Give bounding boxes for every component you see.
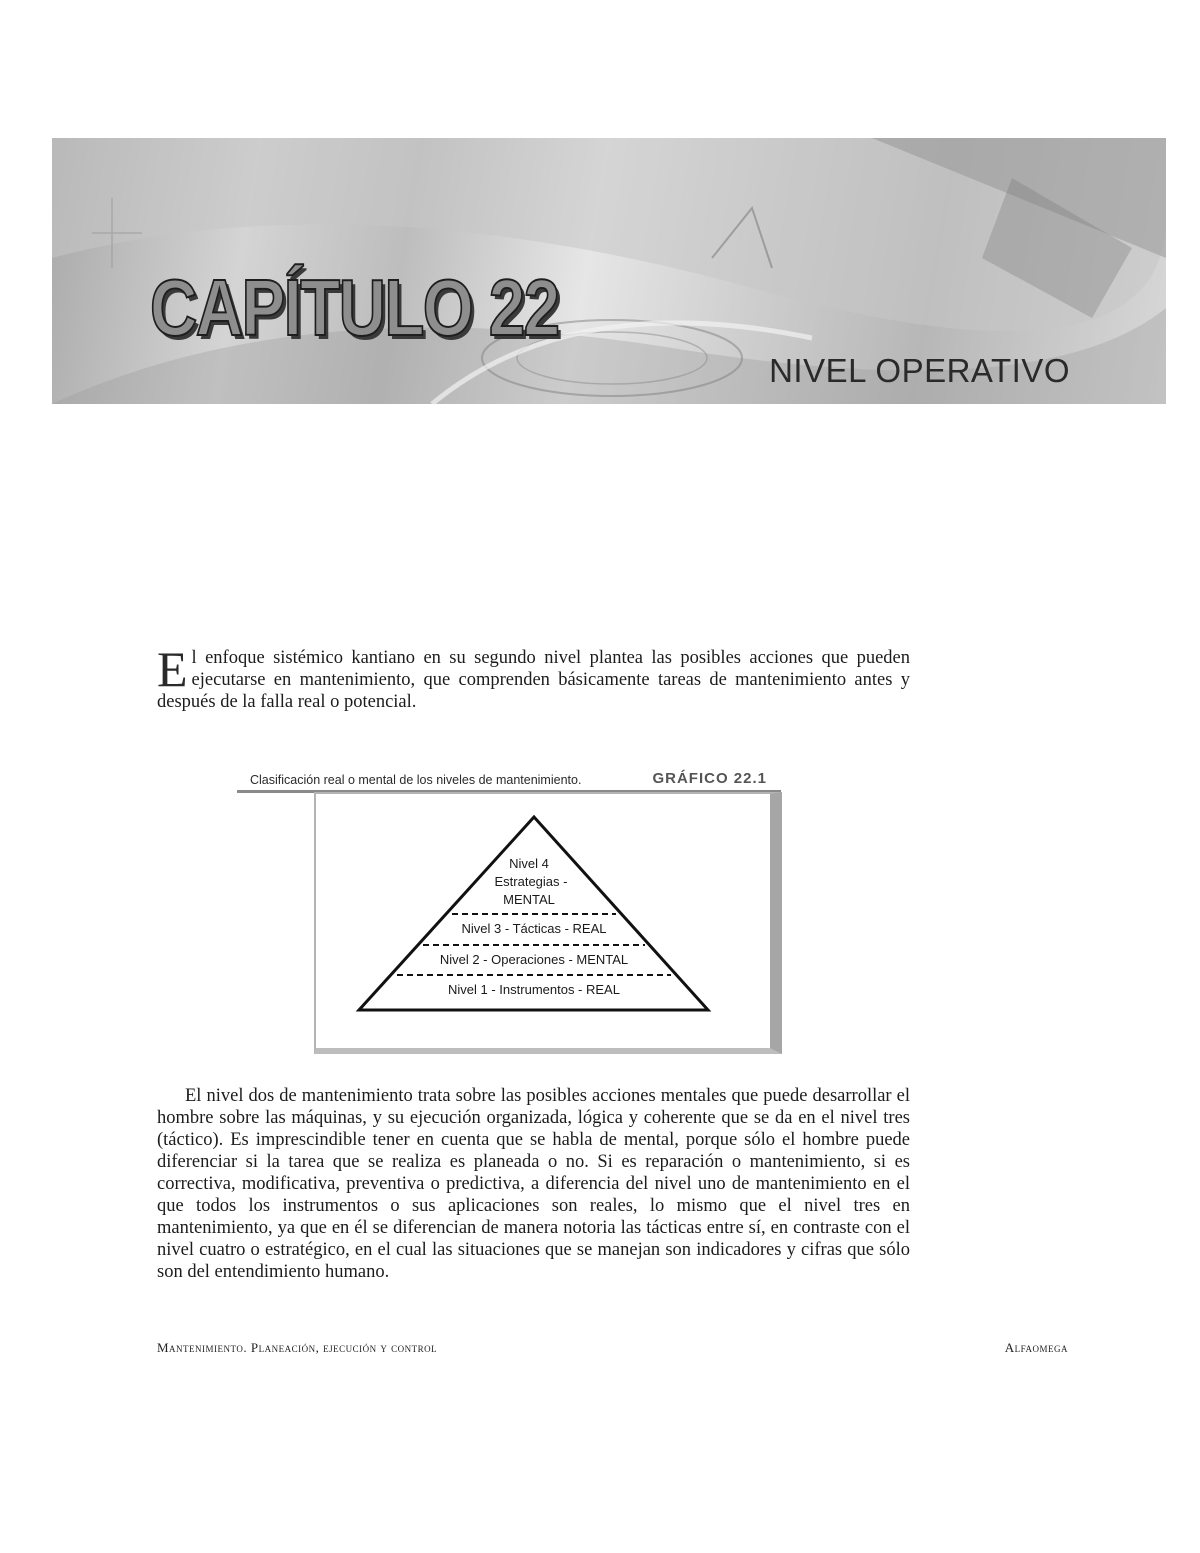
intro-paragraph [157,641,910,713]
drop-cap: E [157,641,188,697]
body-paragraph: El nivel dos de mantenimiento trata sobre las posibles acciones mentales que puede desarrollar el hombre sobre las máquinas, y su ejecución organizada, lógica y coherente que se da en el nivel tres (táctico). Es imprescindible tener en cuenta que se habla de mental, porque sólo el hombre puede diferenciar si la tarea que se realiza es planeada o no. Si es reparación o mantenimiento, si es correctiva, modificativa, preventiva o predictiva, a diferencia del nivel uno de mantenimiento en el que todos los instrumentos o sus aplicaciones son reales, lo mismo que el nivel tres en mantenimiento, ya que en él se diferencian de manera notoria las tácticas entre sí, en contraste con el nivel cuatro o estratégico, en el cual las situaciones que se manejan son indicadores y cifras que sólo son del entendimiento humano. [157,1086,910,1282]
level4-line3: MENTAL [503,892,555,907]
figure-caption-bar [237,770,781,790]
level2-label: Nivel 2 - Operaciones - MENTAL [439,952,629,967]
footer-publisher: Alfaomega [1004,1340,1068,1355]
maintenance-levels-pyramid [316,794,756,1042]
chapter-number-title: CAPÍTULO 22 [150,263,559,352]
figure-22-1 [237,770,783,1050]
chapter-subtitle: NIVEL OPERATIVO [769,352,1070,389]
level4-line2: Estrategias - [494,874,568,889]
intro-text: l enfoque sistémico kantiano en su segundo nivel plantea las posibles acciones que pueden ejecutarse en mantenimiento, que comprenden básicamente tareas de mantenimiento antes y después de la falla real o potencial. [157,648,910,712]
figure-caption: Clasificación real o mental de los niveles de mantenimiento. [250,773,582,787]
level3-label: Nivel 3 - Tácticas - REAL [461,921,607,936]
level4-line1: Nivel 4 [509,856,549,871]
level1-label: Nivel 1 - Instrumentos - REAL [448,982,620,997]
figure-frame [314,792,782,1054]
figure-label: GRÁFICO 22.1 [652,770,767,787]
footer-book-title: Mantenimiento. Planeación, ejecución y control [157,1340,438,1355]
